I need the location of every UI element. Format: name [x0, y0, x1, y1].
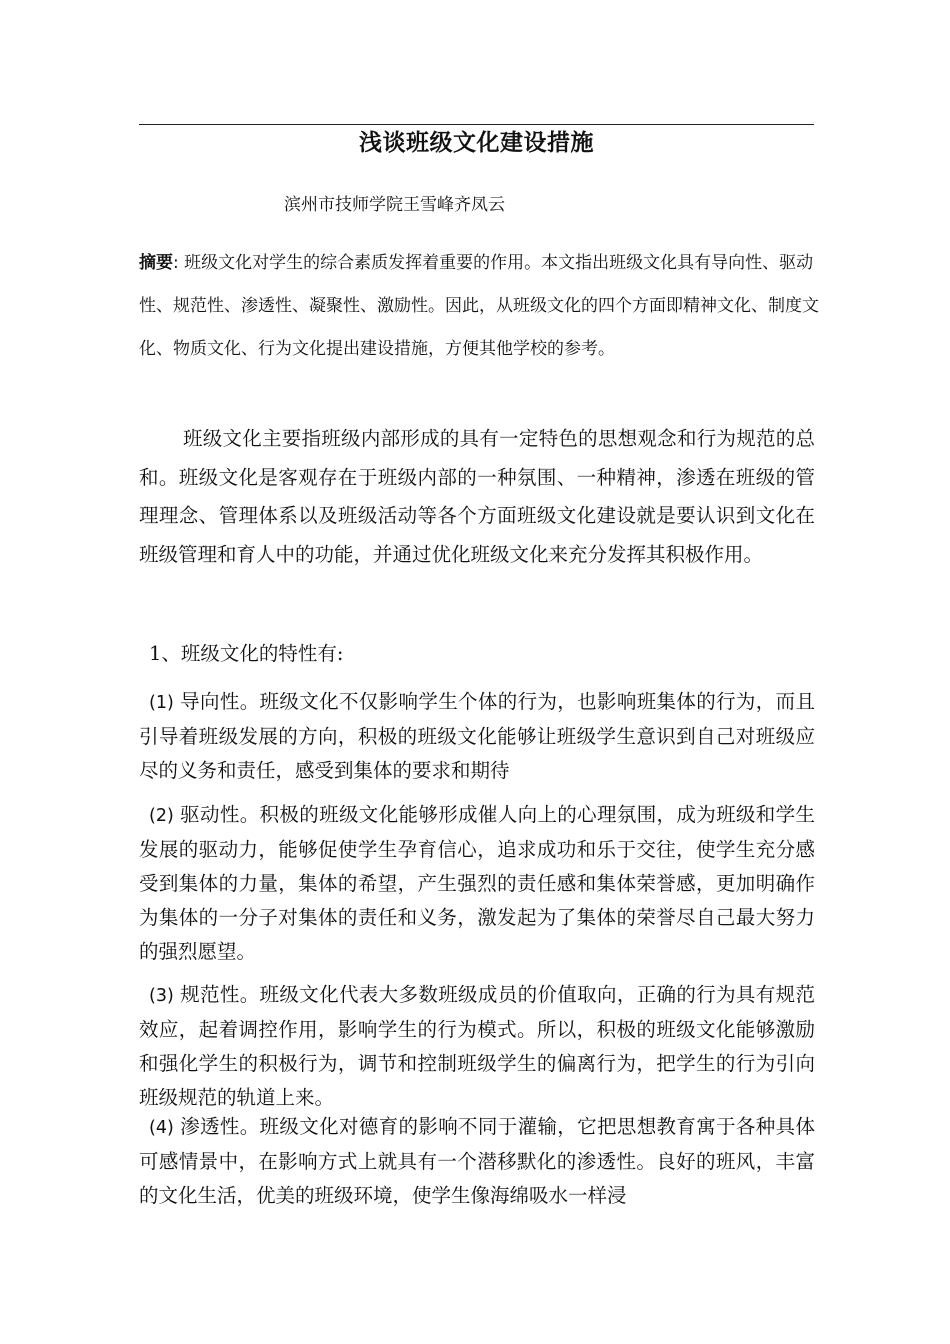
abstract [139, 242, 819, 371]
item-text: 驱动性。积极的班级文化能够形成催人向上的心理氛围，成为班级和学生发展的驱动力，能够促使学生孕育信心，追求成功和乐于交往，使学生充分感受到集体的力量，集体的希望，产生强烈的责任感和集体荣誉感，更加明确作为集体的一分子对集体的责任和义务，激发起为了集体的荣誉尽自己最大努力的强烈愿望。 [139, 803, 815, 963]
item-number: (2) [149, 806, 174, 826]
item-text: 规范性。班级文化代表大多数班级成员的价值取向，正确的行为具有规范效应，起着调控作用，影响学生的行为模式。所以，积极的班级文化能够激励和强化学生的积极行为，调节和控制班级学生的偏离行为，把学生的行为引向班级规范的轨道上来。 [139, 983, 815, 1109]
item-number: (1) [149, 693, 174, 713]
item-text: 导向性。班级文化不仅影响学生个体的行为，也影响班集体的行为，而且引导着班级发展的方向，积极的班级文化能够让班级学生意识到自己对班级应尽的义务和责任，感受到集体的要求和期待 [139, 690, 815, 782]
abstract-label: 摘要 [139, 253, 173, 273]
intro-paragraph: 班级文化主要指班级内部形成的具有一定特色的思想观念和行为规范的总和。班级文化是客观存在于班级内部的一种氛围、一种精神，渗透在班级的管理理念、管理体系以及班级活动等各个方面班级文化建设就是要认识到文化在班级管理和育人中的功能，并通过优化班级文化来充分发挥其积极作用。 [139, 427, 815, 566]
header-rule [139, 124, 814, 125]
abstract-text: 班级文化对学生的综合素质发挥着重要的作用。本文指出班级文化具有导向性、驱动性、规范性、渗透性、凝聚性、激励性。因此，从班级文化的四个方面即精神文化、制度文化、物质文化、行为文化提出建设措施，方便其他学校的参考。 [139, 253, 819, 359]
list-item [139, 1110, 815, 1213]
list-item [139, 798, 815, 969]
section-heading: 1、班级文化的特性有: [149, 642, 344, 665]
item-number: (3) [149, 986, 174, 1006]
item-number: (4) [149, 1118, 174, 1138]
item-text: 渗透性。班级文化对德育的影响不同于灌输，它把思想教育寓于各种具体可感情景中，在影响方式上就具有一个潜移默化的渗透性。良好的班风，丰富的文化生活，优美的班级环境，使学生像海绵吸水一样浸 [139, 1115, 815, 1207]
list-item [139, 978, 815, 1115]
abstract-separator: : [173, 253, 179, 273]
list-item [139, 685, 815, 788]
document-title: 浅谈班级文化建设措施 [359, 130, 594, 156]
author-line: 滨州市技师学院王雪峰齐凤云 [284, 195, 505, 215]
